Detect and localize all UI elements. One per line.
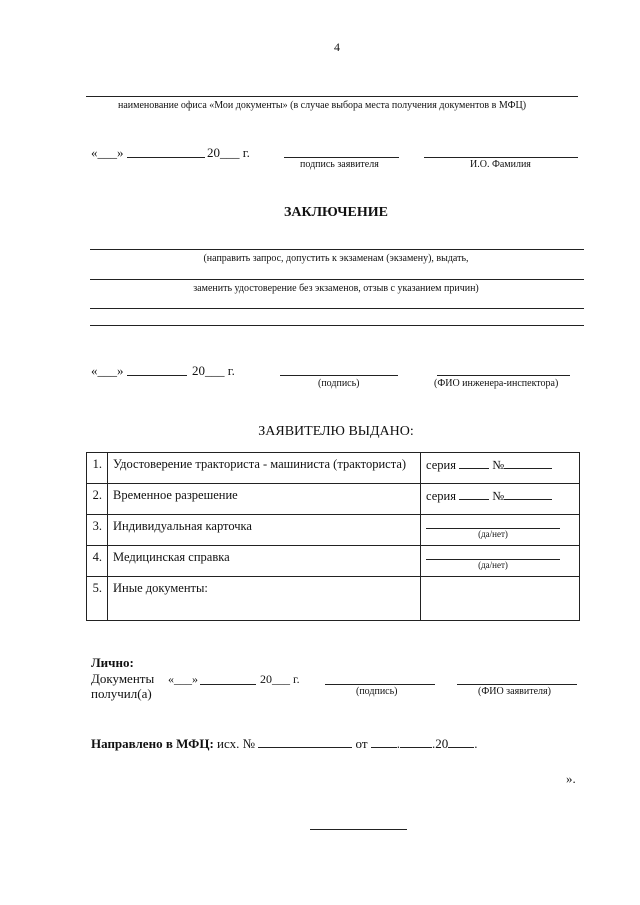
mfc-outgoing-label: исх. №: [217, 736, 256, 751]
mfc-month-blank: [400, 736, 432, 748]
conclusion-line-2: [90, 279, 584, 280]
table-row: [87, 453, 580, 484]
row-yesno-cell: [421, 546, 580, 577]
applicant-signature-caption: подпись заявителя: [300, 159, 379, 170]
number-blank: [504, 457, 552, 469]
mfc-from-label: от: [355, 736, 368, 751]
series-blank: [459, 457, 489, 469]
office-caption: наименование офиса «Мои документы» (в случае выбора места получения документов в МФЦ): [118, 100, 527, 111]
received-date-month-line: [200, 684, 256, 685]
table-row: [87, 577, 580, 621]
closing-quote: ».: [566, 771, 576, 786]
received-date-day: «___»: [168, 672, 198, 686]
row-number: 3.: [87, 515, 108, 546]
conclusion-caption-2: заменить удостоверение без экзаменов, отзыв с указанием причин): [193, 283, 479, 294]
inspector-signature-line: [280, 375, 398, 376]
applicant-date-year: 20___ г.: [207, 145, 250, 160]
conclusion-title: ЗАКЛЮЧЕНИЕ: [283, 205, 389, 220]
inspector-date-month-line: [127, 375, 187, 376]
applicant-name-line: [424, 157, 578, 158]
page-number: 4: [334, 40, 340, 54]
mfc-year-blank: [448, 736, 474, 748]
applicant-name-caption: И.О. Фамилия: [470, 159, 531, 170]
mfc-outgoing-blank: [258, 736, 352, 748]
conclusion-line-1: [90, 249, 584, 250]
row-document-name: Иные документы:: [108, 577, 421, 621]
inspector-date-day: «___»: [91, 363, 124, 378]
inspector-name-caption: (ФИО инженера-инспектора): [434, 378, 559, 389]
docs-label: Документы: [91, 671, 155, 686]
number-blank: [504, 488, 552, 500]
mfc-row: Направлено в МФЦ: исх. № от . .20 .: [91, 736, 478, 751]
mfc-day-blank: [371, 736, 397, 748]
mfc-end-dot: .: [474, 736, 478, 751]
row-number: 1.: [87, 453, 108, 484]
conclusion-line-3: [90, 308, 584, 309]
office-line: [86, 96, 578, 97]
row-number: 5.: [87, 577, 108, 621]
row-document-name: Индивидуальная карточка: [108, 515, 421, 546]
row-yesno-cell: [421, 515, 580, 546]
personally-label: Лично:: [91, 655, 134, 670]
yesno-caption: (да/нет): [478, 529, 508, 539]
conclusion-caption-1: (направить запрос, допустить к экзаменам (экзамену), выдать,: [203, 253, 469, 264]
issued-documents-table: [86, 452, 580, 621]
applicant-signature-line: [284, 157, 399, 158]
table-row: [87, 484, 580, 515]
series-blank: [459, 488, 489, 500]
number-label: №: [492, 458, 505, 472]
table-row: [87, 546, 580, 577]
inspector-signature-caption: (подпись): [318, 378, 360, 389]
row-empty-cell: [421, 577, 580, 621]
row-document-name: Медицинская справка: [108, 546, 421, 577]
inspector-date-year: 20___ г.: [192, 363, 235, 378]
inspector-name-line: [437, 375, 570, 376]
series-label: серия: [426, 458, 456, 472]
received-name-line: [457, 684, 577, 685]
row-number: 4.: [87, 546, 108, 577]
received-label: получил(а): [91, 686, 152, 701]
row-series-cell: [421, 484, 580, 515]
number-label: №: [492, 489, 505, 503]
mfc-year-label: .20: [432, 736, 449, 751]
yesno-caption: (да/нет): [478, 560, 508, 570]
received-date-year: 20___ г.: [260, 672, 300, 686]
table-row: [87, 515, 580, 546]
applicant-date-day: «___»: [91, 145, 124, 160]
bottom-separator: [310, 829, 407, 830]
row-series-cell: [421, 453, 580, 484]
conclusion-line-4: [90, 325, 584, 326]
row-document-name: Удостоверение тракториста - машиниста (тракториста): [108, 453, 421, 484]
applicant-date-month-line: [127, 157, 205, 158]
mfc-label: Направлено в МФЦ:: [91, 736, 214, 751]
received-signature-line: [325, 684, 435, 685]
issued-title: ЗАЯВИТЕЛЮ ВЫДАНО:: [258, 424, 414, 439]
received-name-caption: (ФИО заявителя): [478, 686, 551, 697]
received-signature-caption: (подпись): [356, 686, 398, 697]
row-document-name: Временное разрешение: [108, 484, 421, 515]
series-label: серия: [426, 489, 456, 503]
row-number: 2.: [87, 484, 108, 515]
